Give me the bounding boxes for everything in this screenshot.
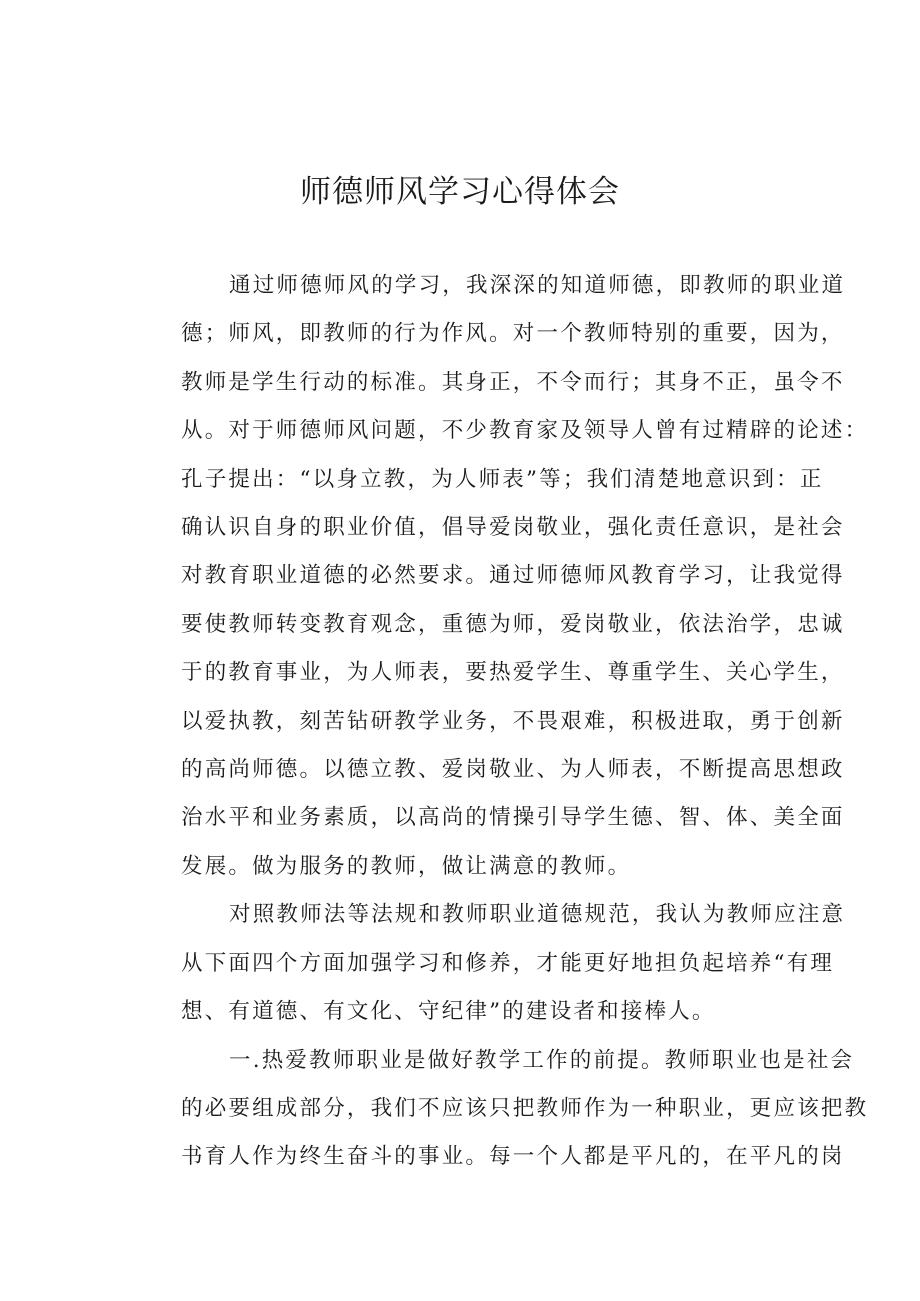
text-line: 孔子提出：“以身立教，为人师表”等；我们清楚地意识到：正 — [181, 466, 824, 492]
text-line: 发展。做为服务的教师，做让满意的教师。 — [181, 853, 632, 879]
paragraph-1 — [138, 262, 869, 891]
text-line: 于的教育事业，为人师表，要热爱学生、尊重学生、关心学生， — [181, 660, 845, 686]
document-body — [138, 262, 869, 1182]
text-line: 通过师德师风的学习，我深深的知道师德，即教师的职业道 — [229, 273, 846, 298]
text-line: 以爱执教，刻苦钻研教学业务，不畏艰难，积极进取，勇于创新 — [181, 708, 845, 734]
paragraph-2 — [138, 891, 846, 1036]
text-line: 教师是学生行动的标准。其身正，不令而行；其身不正，虽令不 — [181, 369, 845, 395]
text-line: 从。对于师德师风问题，不少教育家及领导人曾有过精辟的论述： — [181, 418, 869, 444]
text-line: 的高尚师德。以德立教、爱岗敬业、为人师表，不断提高思想政 — [181, 757, 845, 783]
text-line: 德；师风，即教师的行为作风。对一个教师特别的重要，因为， — [181, 321, 845, 347]
document-title: 师德师风学习心得体会 — [300, 174, 620, 210]
text-line: 的必要组成部分，我们不应该只把教师作为一种职业，更应该把教 — [181, 1095, 869, 1121]
text-line: 治水平和业务素质，以高尚的情操引导学生德、智、体、美全面 — [181, 805, 845, 831]
text-line: 对教育职业道德的必然要求。通过师德师风教育学习，让我觉得 — [181, 563, 845, 589]
text-line: 要使教师转变教育观念，重德为师，爱岗敬业，依法治学，忠诚 — [181, 611, 845, 637]
text-line: 书育人作为终生奋斗的事业。每一个人都是平凡的，在平凡的岗 — [181, 1144, 845, 1170]
text-line: 确认识自身的职业价值，倡导爱岗敬业，强化责任意识，是社会 — [181, 515, 845, 541]
text-line: 一.热爱教师职业是做好教学工作的前提。教师职业也是社会 — [229, 1047, 855, 1073]
paragraph-3 — [138, 1037, 869, 1182]
text-line: 想、有道德、有文化、守纪律”的建设者和接棒人。 — [181, 999, 716, 1025]
text-line: 对照教师法等法规和教师职业道德规范，我认为教师应注意 — [229, 902, 846, 928]
text-line: 从下面四个方面加强学习和修养，才能更好地担负起培养“有理 — [181, 950, 835, 976]
